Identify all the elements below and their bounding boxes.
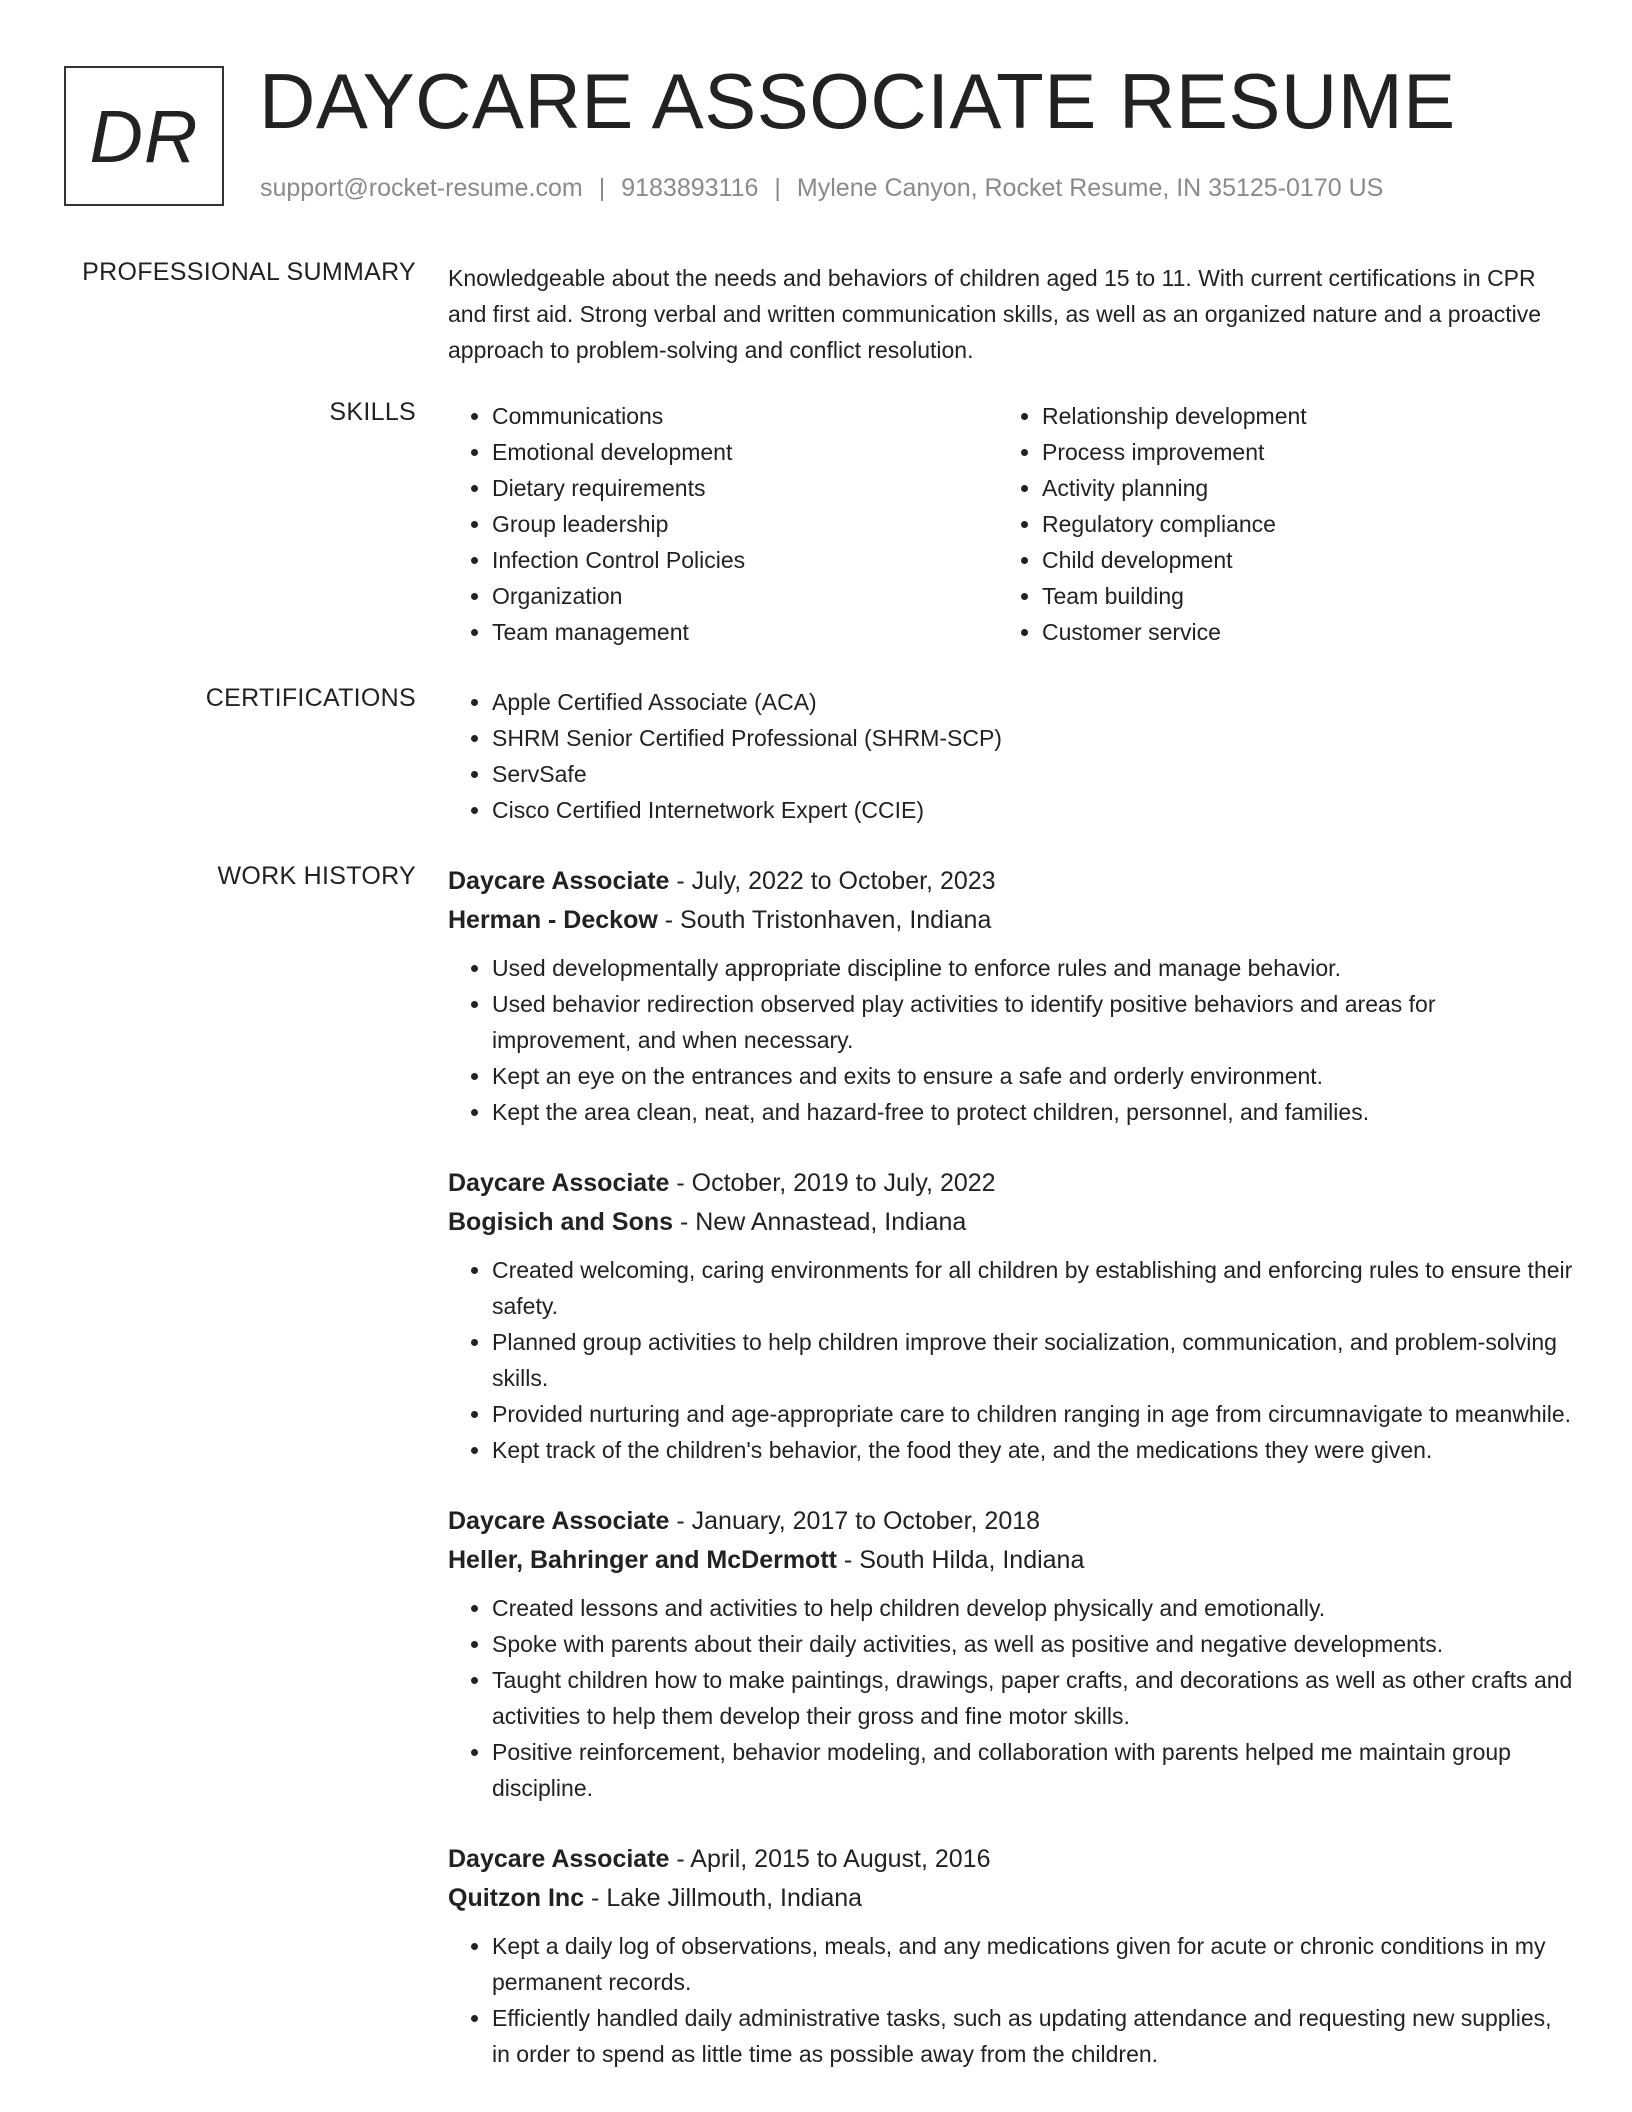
job-bullet: • Kept a daily log of observations, meals, and any medications given for acute or chronic conditions in my permanent records. [492,1928,1574,2000]
skill-item: • Dietary requirements [492,470,998,506]
job-entry [448,1502,1574,1806]
certification-item: • Cisco Certified Internetwork Expert (CCIE) [492,792,1574,828]
job-bullet: • Created lessons and activities to help children develop physically and emotionally. [492,1590,1574,1626]
job-company-line [448,1202,1574,1242]
section-title-work-history: WORK HISTORY [217,862,416,890]
job-bullet: • Efficiently handled daily administrative tasks, such as updating attendance and requesting new supplies, in order to spend as little time as possible away from the children. [492,2000,1574,2072]
job-entry [448,1840,1574,2072]
resume-title: DAYCARE ASSOCIATE RESUME [259,57,1456,145]
work-history-list [448,862,1574,2106]
skill-item: • Customer service [1042,614,1548,650]
job-role: Daycare Associate [448,1845,670,1873]
contact-separator: | [774,174,781,202]
job-dates: - January, 2017 to October, 2018 [669,1507,1041,1535]
contact-separator: | [598,174,606,202]
job-title-line [448,862,1574,900]
skill-item: • Infection Control Policies [492,542,998,578]
skill-item: • Team management [492,614,998,650]
job-bullet: • Kept an eye on the entrances and exits to ensure a safe and orderly environment. [492,1058,1574,1094]
job-bullet: • Kept track of the children's behavior, the food they ate, and the medications they were given. [492,1432,1574,1468]
job-location: - Lake Jillmouth, Indiana [584,1884,863,1912]
job-bullet: • Taught children how to make paintings, drawings, paper crafts, and decorations as well as other crafts and activities to help them develop their gross and fine motor skills. [492,1662,1574,1734]
contact-phone: 9183893116 [621,174,759,202]
section-title-summary: PROFESSIONAL SUMMARY [82,258,416,286]
job-title-line [448,1164,1574,1202]
monogram-initials: DR [89,94,199,178]
job-company-line [448,1540,1574,1580]
certification-item: • Apple Certified Associate (ACA) [492,684,1574,720]
job-bullet: • Created welcoming, caring environments for all children by establishing and enforcing rules to ensure their safety. [492,1252,1574,1324]
certifications-list [448,684,1574,828]
job-company: Herman - Deckow [448,906,658,934]
job-bullets [448,1928,1574,2072]
skill-item: • Process improvement [1042,434,1548,470]
contact-line [260,174,1383,203]
job-dates: - July, 2022 to October, 2023 [669,867,996,895]
skill-item: • Team building [1042,578,1548,614]
job-title-line [448,1840,1574,1878]
skill-item: • Child development [1042,542,1548,578]
job-location: - South Tristonhaven, Indiana [657,906,992,934]
skill-item: • Regulatory compliance [1042,506,1548,542]
skills-list-left [448,398,998,650]
job-role: Daycare Associate [448,867,670,895]
job-bullet: • Planned group activities to help children improve their socialization, communication, and problem-solving skills. [492,1324,1574,1396]
job-dates: - October, 2019 to July, 2022 [669,1169,996,1197]
skill-item: • Activity planning [1042,470,1548,506]
certification-item: • SHRM Senior Certified Professional (SHRM-SCP) [492,720,1574,756]
skill-item: • Communications [492,398,998,434]
skill-item: • Emotional development [492,434,998,470]
section-title-certifications: CERTIFICATIONS [205,684,416,712]
job-bullet: • Positive reinforcement, behavior modeling, and collaboration with parents helped me maintain group discipline. [492,1734,1574,1806]
skill-item: • Organization [492,578,998,614]
skills-list-right [998,398,1548,650]
job-company-line [448,1878,1574,1918]
job-entry [448,862,1574,1130]
job-company: Heller, Bahringer and McDermott [448,1546,837,1574]
monogram-box [64,66,224,206]
summary-text: Knowledgeable about the needs and behaviors of children aged 15 to 11. With current certifications in CPR and first aid. Strong verbal and written communication skills, as well as an organized nature and a proactive approach to problem-solving and conflict resolution. [448,265,1542,363]
job-role: Daycare Associate [448,1169,670,1197]
job-title-line [448,1502,1574,1540]
skill-item: • Relationship development [1042,398,1548,434]
job-bullets [448,1590,1574,1806]
job-location: - New Annastead, Indiana [673,1208,967,1236]
certification-item: • ServSafe [492,756,1574,792]
job-bullet: • Spoke with parents about their daily activities, as well as positive and negative developments. [492,1626,1574,1662]
job-dates: - April, 2015 to August, 2016 [669,1845,991,1873]
job-role: Daycare Associate [448,1507,670,1535]
job-bullets [448,950,1574,1130]
job-bullet: • Used behavior redirection observed play activities to identify positive behaviors and areas for improvement, and when necessary. [492,986,1574,1058]
job-location: - South Hilda, Indiana [836,1546,1085,1574]
job-company: Bogisich and Sons [448,1208,674,1236]
job-bullet: • Used developmentally appropriate discipline to enforce rules and manage behavior. [492,950,1574,986]
job-company-line [448,900,1574,940]
section-title-skills: SKILLS [329,398,416,426]
job-bullet: • Provided nurturing and age-appropriate care to children ranging in age from circumnavigate to meanwhile. [492,1396,1574,1432]
job-entry [448,1164,1574,1468]
job-bullet: • Kept the area clean, neat, and hazard-free to protect children, personnel, and families. [492,1094,1574,1130]
job-bullets [448,1252,1574,1468]
skill-item: • Group leadership [492,506,998,542]
skills-grid [448,398,1574,650]
contact-address: Mylene Canyon, Rocket Resume, IN 35125-0170 US [796,174,1384,202]
contact-email: support@rocket-resume.com [260,174,583,202]
job-company: Quitzon Inc [448,1884,585,1912]
